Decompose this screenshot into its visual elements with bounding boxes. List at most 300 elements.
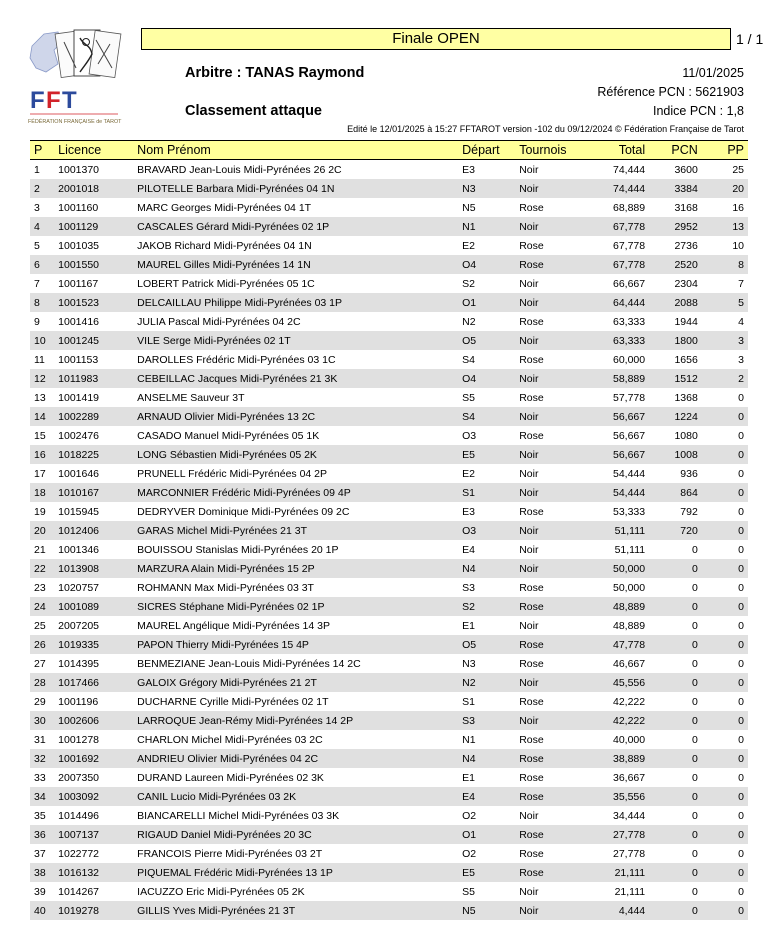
cell-depart: N3	[462, 657, 476, 670]
cell-tournois: Noir	[519, 182, 539, 195]
cell-name: LOBERT Patrick Midi-Pyrénées 05 1C	[137, 277, 315, 290]
cell-depart: O4	[462, 258, 477, 271]
cell-total: 67,778	[613, 239, 646, 252]
cell-depart: S2	[462, 600, 475, 613]
cell-name: IACUZZO Eric Midi-Pyrénées 05 2K	[137, 885, 305, 898]
table-row	[30, 236, 748, 255]
cell-name: PAPON Thierry Midi-Pyrénées 15 4P	[137, 638, 309, 651]
cell-total: 51,111	[614, 543, 646, 556]
table-row	[30, 198, 748, 217]
cell-position: 3	[34, 201, 40, 214]
cell-tournois: Rose	[519, 752, 544, 765]
cell-pcn: 2520	[674, 258, 698, 271]
cell-depart: O3	[462, 524, 477, 537]
cell-tournois: Rose	[519, 258, 544, 271]
cell-total: 74,444	[613, 163, 646, 176]
cell-position: 34	[34, 790, 46, 803]
cell-depart: N4	[462, 562, 476, 575]
cell-licence: 1022772	[58, 847, 100, 860]
cell-total: 51,111	[614, 524, 646, 537]
cell-pp: 0	[738, 809, 744, 822]
page-number: 1 / 1	[736, 31, 764, 47]
cell-pp: 0	[738, 505, 744, 518]
cell-position: 32	[34, 752, 46, 765]
cell-name: MARZURA Alain Midi-Pyrénées 15 2P	[137, 562, 315, 575]
pcn-reference: Référence PCN : 5621903	[597, 85, 744, 99]
cell-total: 34,444	[613, 809, 646, 822]
cell-position: 8	[34, 296, 40, 309]
cell-licence: 1011983	[58, 372, 99, 385]
cell-position: 26	[34, 638, 46, 651]
table-row	[30, 749, 748, 768]
cell-licence: 1001550	[58, 258, 100, 271]
cell-depart: O1	[462, 828, 477, 841]
cell-pp: 0	[738, 695, 744, 708]
cell-pcn: 0	[691, 771, 698, 784]
cell-pcn: 3384	[674, 182, 698, 195]
cell-pcn: 1008	[674, 448, 698, 461]
page-title: Finale OPEN	[141, 28, 731, 50]
cell-pp: 2	[738, 372, 744, 385]
cell-pp: 10	[732, 239, 744, 252]
cell-total: 48,889	[613, 600, 646, 613]
cell-depart: S2	[462, 277, 475, 290]
cell-total: 4,444	[618, 904, 646, 917]
cell-tournois: Rose	[519, 581, 544, 594]
cell-name: CEBEILLAC Jacques Midi-Pyrénées 21 3K	[137, 372, 338, 385]
cell-position: 16	[34, 448, 46, 461]
table-row	[30, 768, 748, 787]
cell-tournois: Rose	[519, 201, 544, 214]
cell-tournois: Noir	[519, 885, 539, 898]
table-row	[30, 635, 748, 654]
cell-total: 27,778	[613, 847, 646, 860]
cell-pp: 0	[738, 714, 744, 727]
cell-licence: 1001153	[58, 353, 99, 366]
cell-tournois: Noir	[519, 714, 539, 727]
cell-position: 25	[34, 619, 46, 632]
cell-tournois: Rose	[519, 353, 544, 366]
cell-position: 18	[34, 486, 46, 499]
cell-tournois: Noir	[519, 809, 539, 822]
table-row	[30, 882, 748, 901]
table-row	[30, 388, 748, 407]
cell-position: 35	[34, 809, 46, 822]
cell-depart: E4	[462, 543, 475, 556]
cell-tournois: Rose	[519, 638, 544, 651]
cell-position: 30	[34, 714, 46, 727]
cell-depart: S3	[462, 581, 475, 594]
cell-pcn: 1800	[674, 334, 698, 347]
cell-name: GARAS Michel Midi-Pyrénées 21 3T	[137, 524, 307, 537]
cell-depart: O1	[462, 296, 477, 309]
cell-position: 11	[34, 353, 45, 366]
cell-total: 54,444	[613, 486, 646, 499]
cell-pp: 0	[738, 562, 744, 575]
cell-depart: N1	[462, 733, 476, 746]
cell-pp: 0	[738, 391, 744, 404]
cell-pcn: 2088	[674, 296, 698, 309]
cell-name: VILE Serge Midi-Pyrénées 02 1T	[137, 334, 291, 347]
cell-pcn: 1080	[674, 429, 698, 442]
table-row	[30, 730, 748, 749]
cell-pp: 0	[738, 790, 744, 803]
cell-position: 19	[34, 505, 46, 518]
cell-position: 17	[34, 467, 46, 480]
cell-pcn: 0	[691, 752, 698, 765]
cell-licence: 1020757	[58, 581, 100, 594]
cell-pp: 0	[738, 752, 744, 765]
cell-licence: 1001129	[58, 220, 99, 233]
cell-depart: E1	[462, 771, 475, 784]
cell-tournois: Rose	[519, 315, 544, 328]
cell-depart: N4	[462, 752, 476, 765]
cell-depart: N5	[462, 904, 476, 917]
cell-position: 38	[34, 866, 46, 879]
cell-pp: 7	[738, 277, 744, 290]
column-header-depart: Départ	[458, 141, 515, 160]
cell-licence: 1001245	[58, 334, 100, 347]
table-row	[30, 274, 748, 293]
cell-total: 56,667	[613, 429, 646, 442]
cell-tournois: Noir	[519, 619, 539, 632]
cell-licence: 1001692	[58, 752, 100, 765]
svg-text:T: T	[62, 87, 77, 114]
cell-position: 39	[34, 885, 46, 898]
cell-licence: 1001167	[58, 277, 99, 290]
cell-depart: O2	[462, 809, 477, 822]
table-row	[30, 692, 748, 711]
cell-licence: 1019335	[58, 638, 100, 651]
cell-name: FRANCOIS Pierre Midi-Pyrénées 03 2T	[137, 847, 323, 860]
cell-pp: 0	[738, 543, 744, 556]
cell-pp: 13	[732, 220, 744, 233]
table-row	[30, 312, 748, 331]
cell-tournois: Rose	[519, 771, 544, 784]
table-row	[30, 597, 748, 616]
cell-licence: 1017466	[58, 676, 100, 689]
cell-depart: E3	[462, 163, 475, 176]
cell-name: SICRES Stéphane Midi-Pyrénées 02 1P	[137, 600, 325, 613]
cell-total: 42,222	[613, 714, 646, 727]
cell-tournois: Rose	[519, 600, 544, 613]
cell-pp: 0	[738, 581, 744, 594]
table-row	[30, 179, 748, 198]
cell-depart: S1	[462, 695, 475, 708]
cell-position: 24	[34, 600, 46, 613]
table-row	[30, 445, 748, 464]
cell-name: ROHMANN Max Midi-Pyrénées 03 3T	[137, 581, 314, 594]
cell-pp: 3	[738, 334, 744, 347]
cell-pp: 0	[738, 600, 744, 613]
cell-position: 23	[34, 581, 46, 594]
cell-position: 31	[34, 733, 46, 746]
cell-pcn: 2736	[674, 239, 698, 252]
cell-depart: O3	[462, 429, 477, 442]
cell-name: DEDRYVER Dominique Midi-Pyrénées 09 2C	[137, 505, 350, 518]
cell-licence: 1001646	[58, 467, 100, 480]
cell-licence: 2007350	[58, 771, 100, 784]
cell-total: 67,778	[613, 220, 646, 233]
cell-name: CASADO Manuel Midi-Pyrénées 05 1K	[137, 429, 320, 442]
cell-total: 40,000	[613, 733, 646, 746]
cell-pcn: 0	[691, 619, 698, 632]
cell-pp: 0	[738, 619, 744, 632]
cell-depart: E5	[462, 448, 475, 461]
cell-position: 29	[34, 695, 46, 708]
cell-depart: O4	[462, 372, 477, 385]
cell-licence: 1001089	[58, 600, 100, 613]
cell-licence: 1015945	[58, 505, 100, 518]
cell-pp: 0	[738, 657, 744, 670]
cell-pcn: 0	[691, 733, 698, 746]
cell-pcn: 864	[680, 486, 698, 499]
cell-pp: 0	[738, 429, 744, 442]
cell-pp: 0	[738, 638, 744, 651]
table-row	[30, 369, 748, 388]
cell-position: 6	[34, 258, 40, 271]
cell-pcn: 1944	[674, 315, 698, 328]
cell-licence: 1013908	[58, 562, 100, 575]
cell-licence: 1001035	[58, 239, 100, 252]
cell-position: 14	[34, 410, 46, 423]
table-row	[30, 407, 748, 426]
cell-tournois: Rose	[519, 695, 544, 708]
cell-total: 54,444	[613, 467, 646, 480]
cell-total: 45,556	[613, 676, 646, 689]
cell-pcn: 0	[691, 904, 698, 917]
cell-position: 7	[34, 277, 40, 290]
cell-licence: 1001416	[58, 315, 100, 328]
column-header-licence: Licence	[54, 141, 133, 160]
cell-pp: 0	[738, 847, 744, 860]
cell-total: 56,667	[613, 410, 646, 423]
table-row	[30, 331, 748, 350]
cell-depart: O2	[462, 847, 477, 860]
cell-licence: 1001370	[58, 163, 100, 176]
cell-depart: E2	[462, 239, 475, 252]
cell-pp: 20	[732, 182, 744, 195]
cell-position: 36	[34, 828, 46, 841]
cell-pp: 0	[738, 828, 744, 841]
cell-tournois: Rose	[519, 790, 544, 803]
cell-pcn: 0	[691, 866, 698, 879]
cell-licence: 1002606	[58, 714, 100, 727]
cell-tournois: Noir	[519, 904, 539, 917]
cell-position: 33	[34, 771, 46, 784]
column-header-p: P	[30, 141, 54, 160]
cell-name: MAUREL Angélique Midi-Pyrénées 14 3P	[137, 619, 330, 632]
cell-pcn: 1656	[674, 353, 698, 366]
cell-pp: 4	[738, 315, 744, 328]
cell-licence: 2001018	[58, 182, 100, 195]
cell-depart: E2	[462, 467, 475, 480]
cell-name: MAUREL Gilles Midi-Pyrénées 14 1N	[137, 258, 311, 271]
cell-total: 63,333	[613, 315, 646, 328]
cell-depart: E4	[462, 790, 475, 803]
table-row	[30, 654, 748, 673]
cell-licence: 1003092	[58, 790, 100, 803]
table-row	[30, 578, 748, 597]
cell-licence: 1001419	[58, 391, 100, 404]
cell-licence: 1001523	[58, 296, 100, 309]
table-row	[30, 787, 748, 806]
cell-pcn: 3168	[674, 201, 698, 214]
cell-licence: 1001346	[58, 543, 100, 556]
cell-pcn: 0	[691, 885, 698, 898]
cell-pcn: 0	[691, 790, 698, 803]
cell-licence: 1019278	[58, 904, 100, 917]
cell-pcn: 0	[691, 638, 698, 651]
cell-pcn: 2304	[674, 277, 698, 290]
cell-tournois: Noir	[519, 543, 539, 556]
cell-licence: 1016132	[58, 866, 100, 879]
cell-tournois: Noir	[519, 334, 539, 347]
cell-total: 58,889	[613, 372, 646, 385]
cell-tournois: Rose	[519, 429, 544, 442]
cell-depart: S1	[462, 486, 475, 499]
column-header-nom: Nom Prénom	[133, 141, 458, 160]
cell-tournois: Noir	[519, 163, 539, 176]
cell-position: 13	[34, 391, 46, 404]
table-row	[30, 863, 748, 882]
cell-depart: O5	[462, 334, 477, 347]
cell-depart: S5	[462, 885, 475, 898]
cell-total: 56,667	[613, 448, 646, 461]
cell-licence: 1012406	[58, 524, 100, 537]
cell-pp: 0	[738, 733, 744, 746]
cell-pp: 5	[738, 296, 744, 309]
cell-position: 10	[34, 334, 46, 347]
svg-text:FÉDÉRATION FRANÇAISE de TAROT: FÉDÉRATION FRANÇAISE de TAROT	[28, 119, 122, 125]
cell-total: 21,111	[614, 866, 646, 879]
cell-tournois: Noir	[519, 448, 539, 461]
cell-depart: S3	[462, 714, 475, 727]
cell-name: MARC Georges Midi-Pyrénées 04 1T	[137, 201, 312, 214]
cell-position: 28	[34, 676, 46, 689]
table-row	[30, 350, 748, 369]
cell-tournois: Noir	[519, 486, 539, 499]
cell-pcn: 0	[691, 676, 698, 689]
cell-total: 64,444	[613, 296, 646, 309]
cell-tournois: Noir	[519, 410, 539, 423]
cell-pcn: 2952	[674, 220, 698, 233]
cell-pp: 8	[738, 258, 744, 271]
cell-licence: 1018225	[58, 448, 100, 461]
cell-total: 36,667	[613, 771, 646, 784]
edition-note: Edité le 12/01/2025 à 15:27 FFTAROT version -102 du 09/12/2024 © Fédération Française de Tarot	[347, 124, 744, 134]
pcn-index: Indice PCN : 1,8	[652, 104, 744, 118]
cell-total: 48,889	[613, 619, 646, 632]
cell-total: 67,778	[613, 258, 646, 271]
svg-text:F: F	[46, 87, 61, 114]
cell-licence: 1001196	[58, 695, 99, 708]
cell-pcn: 0	[691, 828, 698, 841]
cell-position: 40	[34, 904, 46, 917]
cell-pp: 0	[738, 448, 744, 461]
cell-position: 27	[34, 657, 46, 670]
cell-name: ANDRIEU Olivier Midi-Pyrénées 04 2C	[137, 752, 319, 765]
cell-name: JULIA Pascal Midi-Pyrénées 04 2C	[137, 315, 301, 328]
column-header-pp: PP	[702, 141, 748, 160]
event-date: 11/01/2025	[682, 66, 744, 80]
cell-position: 37	[34, 847, 46, 860]
cell-position: 4	[34, 220, 40, 233]
cell-depart: N1	[462, 220, 476, 233]
cell-pp: 3	[738, 353, 744, 366]
cell-licence: 1007137	[58, 828, 100, 841]
table-row	[30, 160, 748, 180]
table-row	[30, 806, 748, 825]
cell-total: 68,889	[613, 201, 646, 214]
cell-total: 27,778	[613, 828, 646, 841]
cell-name: PRUNELL Frédéric Midi-Pyrénées 04 2P	[137, 467, 328, 480]
cell-pcn: 0	[691, 657, 698, 670]
cell-total: 46,667	[613, 657, 646, 670]
table-row	[30, 711, 748, 730]
cell-depart: E5	[462, 866, 475, 879]
cell-position: 15	[34, 429, 46, 442]
cell-total: 21,111	[614, 885, 646, 898]
cell-name: RIGAUD Daniel Midi-Pyrénées 20 3C	[137, 828, 312, 841]
cell-pcn: 3600	[674, 163, 698, 176]
table-row	[30, 616, 748, 635]
cell-depart: S4	[462, 410, 475, 423]
cell-tournois: Rose	[519, 828, 544, 841]
cell-total: 63,333	[613, 334, 646, 347]
table-row	[30, 293, 748, 312]
cell-name: BENMEZIANE Jean-Louis Midi-Pyrénées 14 2C	[137, 657, 361, 670]
cell-name: CASCALES Gérard Midi-Pyrénées 02 1P	[137, 220, 330, 233]
cell-pcn: 0	[691, 543, 698, 556]
cell-position: 5	[34, 239, 40, 252]
cell-licence: 1014496	[58, 809, 100, 822]
cell-name: JAKOB Richard Midi-Pyrénées 04 1N	[137, 239, 312, 252]
cell-tournois: Noir	[519, 296, 539, 309]
cell-name: PIQUEMAL Frédéric Midi-Pyrénées 13 1P	[137, 866, 333, 879]
table-row	[30, 502, 748, 521]
cell-tournois: Rose	[519, 733, 544, 746]
cell-position: 2	[34, 182, 40, 195]
cell-total: 60,000	[613, 353, 646, 366]
table-header-row	[30, 141, 748, 160]
cell-position: 12	[34, 372, 46, 385]
cell-total: 38,889	[613, 752, 646, 765]
ranking-type-label: Classement attaque	[185, 103, 322, 119]
arbitre-label: Arbitre : TANAS Raymond	[185, 65, 365, 81]
cell-pcn: 0	[691, 581, 698, 594]
cell-total: 66,667	[613, 277, 646, 290]
table-row	[30, 559, 748, 578]
table-row	[30, 540, 748, 559]
cell-name: LARROQUE Jean-Rémy Midi-Pyrénées 14 2P	[137, 714, 354, 727]
cell-licence: 1001160	[58, 201, 99, 214]
table-row	[30, 464, 748, 483]
cell-depart: E1	[462, 619, 475, 632]
column-header-pcn: PCN	[649, 141, 702, 160]
cell-tournois: Rose	[519, 866, 544, 879]
cell-tournois: Noir	[519, 467, 539, 480]
cell-depart: E3	[462, 505, 475, 518]
cell-tournois: Noir	[519, 524, 539, 537]
cell-depart: N3	[462, 182, 476, 195]
cell-pcn: 0	[691, 600, 698, 613]
cell-tournois: Rose	[519, 505, 544, 518]
cell-name: MARCONNIER Frédéric Midi-Pyrénées 09 4P	[137, 486, 351, 499]
cell-pcn: 0	[691, 847, 698, 860]
cell-pcn: 1368	[674, 391, 698, 404]
svg-text:F: F	[30, 87, 45, 114]
